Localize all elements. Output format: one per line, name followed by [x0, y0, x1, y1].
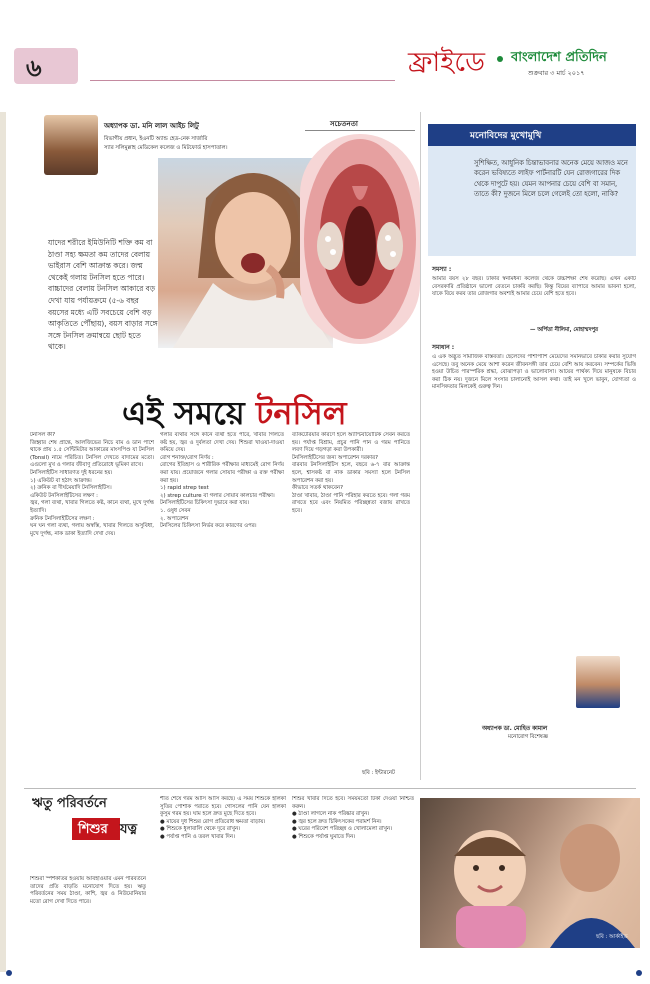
header-rule-left: [90, 80, 395, 81]
page-number: ৬: [26, 53, 42, 82]
tonsil-column-2: গলার ব্যথার সঙ্গে কানে ব্যথা হতে পারে, খাবার গিলতে কষ্ট হয়, জ্বর ও দুর্বলতা দেখা দেয়। শিশুরা খাওয়া-দাওয়া কমিয়ে দেয়। রোগ শনাক্ত/রোগ নির্ণয় : রোগের ইতিহাস ও শারীরিক পরীক্ষার মাধ্যমেই রোগ নির্ণয় করা যায়। প্রয়োজনে গলার সোয়াব পরীক্ষা ও রক্ত পরীক্ষা করা হয়। ১) rapid strep test ২) strep culture বা গলার সোয়াব কালচার পরীক্ষা। টনসিলাইটিসের চিকিৎসা দুভাবে করা যায়। ১. ওষুধ সেবন ২. অপারেশন টনসিলের চিকিৎসা নির্ভর করে কারণের ওপর।: [160, 432, 284, 530]
advice-solution-label: সমাধান :: [432, 344, 455, 351]
baby-column-1: শিশুরা স্পর্শকাতর হওয়ায় আবহাওয়ার এমন পরিবর্তনে তাদের প্রতি বাড়তি মনোযোগ দিতে হয়। ঋতু পরিবর্তনের সময় ঠাণ্ডা, কাশি, জ্বর ও নিউমোনিয়ার মতো রোগ দেখা দিতে পারে।: [30, 876, 146, 905]
advice-solution: এ এক অদ্ভুত সামাজিক বাস্তবতা। ছেলেদের পাশাপাশি মেয়েদের সমানভাবে চাকরি করার সুযোগ এসেছে। তবু অনেক মেয়ে আশা করেন জীবনসঙ্গী তার চেয়ে বেশি আয় করবেন। সম্পর্কের ভিত্তি হওয়া উচিত পারস্পরিক শ্রদ্ধা, বোঝাপড়া ও ভালোবাসা। আয়ের পার্থক্য দিয়ে মানুষকে বিচার করা ঠিক নয়। দুজনে মিলে সংসার চালানোই আসল কথা। তাই মন খুলে ভাবুন, যোগ্যতা ও মানসিকতার মিলকেই গুরুত্ব দিন।: [432, 354, 636, 391]
baby-heading-accent: শিশুর: [78, 822, 108, 837]
baby-heading-line1: ঋতু পরিবর্তনে: [32, 796, 107, 811]
headline-lead: এই সময়ে: [122, 394, 256, 432]
author-institution: স্যার সলিমুল্লাহ মেডিকেল কলেজ ও মিটফোর্ড হাসপাতাল।: [104, 145, 228, 151]
baby-column-2: শীত শেষে গরম আসি আসি করছে। এ সময় শিশুকে হালকা সুতির পোশাক পরাতে হবে। গোসলের পানি যেন হালকা কুসুম গরম হয়। ঘাম হলে দ্রুত মুছে দিতে হবে। ● মায়ের দুধ শিশুর রোগ প্রতিরোধ ক্ষমতা বাড়ায়। ● শিশুকে ধুলাবালি থেকে দূরে রাখুন। ● পর্যাপ্ত পানি ও তরল খাবার দিন।: [160, 796, 286, 840]
baby-heading-tail: যত্ন: [120, 822, 138, 837]
throat-illustration: [300, 134, 420, 344]
tonsil-column-3: ব্যাকটেরিয়ার কারণে হলে অ্যান্টিবায়োটিক সেবন করতে হয়। পর্যাপ্ত বিশ্রাম, প্রচুর পানি পান ও গরম পানিতে লবণ দিয়ে গড়গড়া করা উপকারী। টনসিলাইটিসের জন্য অপারেশন দরকার? বারবার টনসিলাইটিস হলে, বছরে ৬-৭ বার আক্রান্ত হলে, শ্বাসকষ্ট বা নাক ডাকার সমস্যা হলে টনসিল অপারেশন করা হয়। কীভাবে সতর্ক থাকবেন? ঠাণ্ডা খাবার, ঠাণ্ডা পানি পরিহার করতে হবে। গলা গরম রাখতে হবে এবং নিয়মিত পরিচ্ছন্নতা বজায় রাখতে হবে।: [292, 432, 410, 514]
tonsil-kicker: সচেতনতা: [330, 120, 358, 128]
author-photo: [44, 115, 98, 175]
advice-problem: আমার বয়স ২৮ বছর। ঢাকার স্বনামধন্য কলেজ থেকে উচ্চশিক্ষা শেষ করেছি। এখন একটি বেসরকারি প্রতিষ্ঠানে ভালো বেতনে চাকরি করছি। কিন্তু বিয়ের ব্যাপারে আমার ভাবনা হলো, যাকে বিয়ে করব তার রোজগার অবশ্যই আমার চেয়ে বেশি হতে হবে।: [432, 276, 636, 298]
throat-drawing: [300, 134, 420, 344]
expert-name: অধ্যাপক ডা. মোহিত কামাল: [482, 726, 548, 732]
page-header: [0, 0, 650, 100]
expert-title: মনোরোগ বিশেষজ্ঞ: [508, 734, 548, 740]
tonsil-column-1: টনসিল কী? জিহ্বার শেষ প্রান্তে, আলজিভের নিচে বাম ও ডান পাশে থাকে প্রায় ১.৫ সেন্টিমিটার আকারের মাংসপিণ্ড যা টনসিল (Tonsil) নামে পরিচিত। টনসিল দেখতে বাদামের মতো। এগুলো মুখ ও গলার জীবাণু প্রতিরোধে ভূমিকা রাখে। টনসিলাইটিস সাধারণত দুই ধরনের হয়। ১) একিউট বা হঠাৎ আক্রান্ত। ২) ক্রনিক বা দীর্ঘমেয়াদি টনসিলাইটিস। একিউট টনসিলাইটিসের লক্ষণ : জ্বর, গলা ব্যথা, খাবার গিলতে কষ্ট, কানে ব্যথা, মুখে দুর্গন্ধ ইত্যাদি। ক্রনিক টনসিলাইটিসের লক্ষণ : ঘন ঘন গলা ব্যথা, গলায় অস্বস্তি, খাবার গিলতে অসুবিধা, মুখে দুর্গন্ধ, নাক ডাকা ইত্যাদি দেখা দেয়।: [30, 432, 154, 537]
expert-photo: [576, 656, 620, 708]
baby-column-3: শিশুর খাবার দিতে হবে। সময়মতো টিকা দেওয়া নিশ্চিত করুন। ● ঠাণ্ডা লাগলে নাক পরিষ্কার রাখুন। ● জ্বর হলে দ্রুত চিকিৎসকের পরামর্শ নিন। ● ঘরের পরিবেশ পরিচ্ছন্ন ও খোলামেলা রাখুন। ● শিশুকে পর্যাপ্ত ঘুমাতে দিন।: [292, 796, 414, 840]
footer-logo-icon-right: [636, 970, 642, 976]
baby-photo: [420, 798, 640, 948]
section-dot: [497, 56, 503, 62]
footer-logo-icon: [6, 970, 12, 976]
advice-signature: — অর্পিতা নীলিমা, মোহাম্মদপুর: [530, 327, 599, 333]
advice-header: মনোবিদের মুখোমুখি: [470, 131, 542, 141]
tonsil-photo-credit: ছবি : ইন্টারনেট: [362, 770, 395, 776]
newspaper-name: বাংলাদেশ প্রতিদিন: [511, 50, 607, 65]
author-title: বিভাগীয় প্রধান, ইএনটি অ্যান্ড হেড-নেক সার্জারি: [104, 136, 208, 142]
advice-intro: সুশিক্ষিত, আধুনিক চিন্তাভাবনার অনেক মেয়ে আজও মনে করেন ভবিষ্যতে লাইফ পার্টনারটি যেন রোজগারের দিক থেকে দাপুটে হয়। যেমন আপনার চেয়ে বেশি বা সমান, তাতে কী? দুজনে মিলে চলে গেলেই তো হলো, নাকি?: [474, 159, 628, 199]
section-title: ফ্রাইডে: [408, 47, 485, 78]
left-margin-strip: [0, 112, 6, 972]
issue-date: শুক্রবার ৩ মার্চ ২০১৭: [528, 69, 585, 77]
headline-accent: টনসিল: [255, 394, 347, 432]
author-name: অধ্যাপক ডা. মনি লাল আইচ লিটু: [104, 122, 199, 130]
tonsil-intro: যাদের শরীরে ইমিউনিটি শক্তি কম বা ঠাণ্ডা সহ্য ক্ষমতা কম তাদের বেলায় ভাইরাস বেশি আক্রান্ত করে। জন্ম থেকেই গলায় টনসিল হতে পারে। বাচ্চাদের বেলায় টনসিল আকারে বড় দেখা যায় পর্যায়ক্রমে (৫-৬ বছর বয়সের মধ্যে এটি সবচেয়ে বেশি বড় আকৃতিতে পৌঁছায়), বয়স বাড়ার সঙ্গে সঙ্গে টনসিল ক্রমান্বয়ে ছোট হতে থাকে।: [48, 238, 158, 352]
baby-illustration: [420, 798, 640, 948]
baby-photo-credit: ছবি : আর্কাইভ: [596, 934, 628, 940]
page-number-badge: [14, 48, 78, 84]
advice-problem-label: সমস্যা :: [432, 266, 452, 273]
